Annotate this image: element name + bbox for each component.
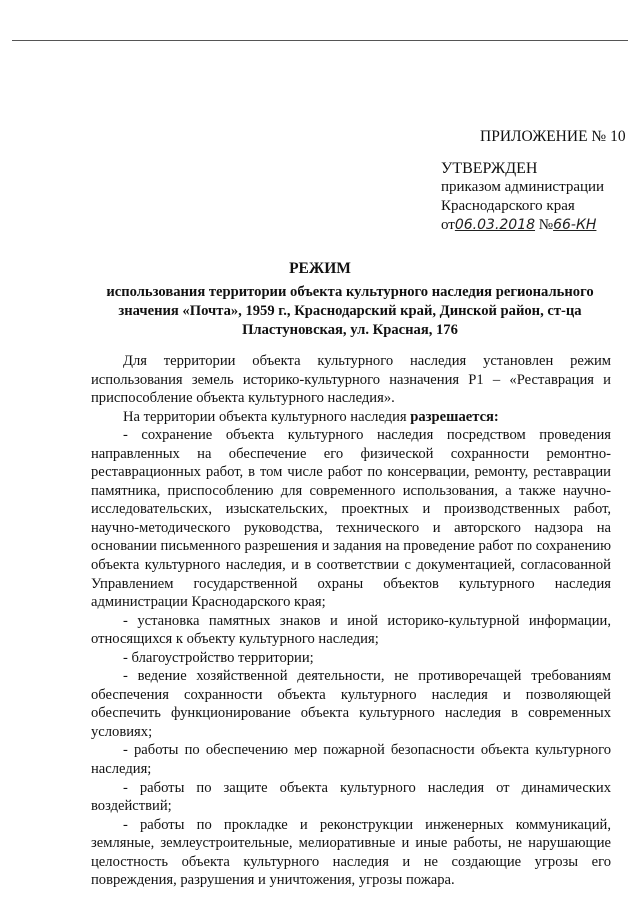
- permitted-lead: На территории объекта культурного наследия: [123, 408, 411, 425]
- approval-block: [441, 159, 604, 235]
- list-item: - ведение хозяйственной деятельности, не противоречащей требованиям обеспечения сохранности объекта культурного наследия и позволяющей обеспечить функционирование объекта культурного наследия в современных условиях;: [91, 668, 611, 740]
- list-item: - сохранение объекта культурного наследия посредством проведения направленных на обеспечение его физической сохранности ремонтно-реставрационных работ, в том числе работ по консервации, ремонту, реставрации памятника, приспособлению для современного использования, а также научно-исследовательских, изыскательских, проектных и производственных работ, научно-методического руководства, технического и авторского надзора на основании письменного разрешения и задания на проведение работ по сохранению объекта культурного наследия, и в соответствии с документацией, согласованной Управлением государственной охраны объектов культурного наследия администрации Краснодарского края;: [91, 427, 611, 611]
- handwritten-date: 06.03.2018: [454, 217, 536, 233]
- document-body: [91, 352, 611, 890]
- list-item: - работы по защите объекта культурного наследия от динамических воздействий;: [91, 779, 611, 815]
- document-subtitle: использования территории объекта культурного наследия регионального значения «Почта», 1959 г., Краснодарский край, Динской район, ст-ца Пластуновская, ул. Красная, 176: [106, 284, 594, 338]
- handwritten-number: 66-КН: [553, 217, 597, 233]
- scan-border-line: [12, 40, 628, 41]
- approval-date-row: [441, 216, 604, 235]
- document-title: РЕЖИМ: [289, 260, 351, 277]
- permitted-heading: [91, 408, 611, 427]
- approval-line-1: приказом администрации: [441, 179, 605, 195]
- list-item: - работы по обеспечению мер пожарной безопасности объекта культурного наследия;: [91, 742, 611, 778]
- approval-line-2: Краснодарского края: [441, 198, 575, 214]
- approval-title: УТВЕРЖДЕН: [441, 160, 538, 177]
- permitted-word: разрешается:: [410, 408, 499, 425]
- appendix-label: ПРИЛОЖЕНИЕ № 10: [480, 128, 626, 145]
- list-item: - работы по прокладке и реконструкции инженерных коммуникаций, земляные, землеустроительные, мелиоративные и иные работы, не нарушающие целостность объекта культурного наследия и не создающие угрозы его повреждения, разрушения и уничтожения, угрозы пожара.: [91, 816, 611, 889]
- list-item: - установка памятных знаков и иной историко-культурной информации, относящихся к объекту культурного наследия;: [91, 612, 611, 648]
- date-prefix: от: [441, 217, 455, 233]
- list-item: - благоустройство территории;: [123, 649, 314, 666]
- intro-paragraph: Для территории объекта культурного наследия установлен режим использования земель историко-культурного назначения Р1 – «Реставрация и приспособление объекта культурного наследия».: [91, 353, 611, 407]
- number-prefix: №: [538, 217, 554, 233]
